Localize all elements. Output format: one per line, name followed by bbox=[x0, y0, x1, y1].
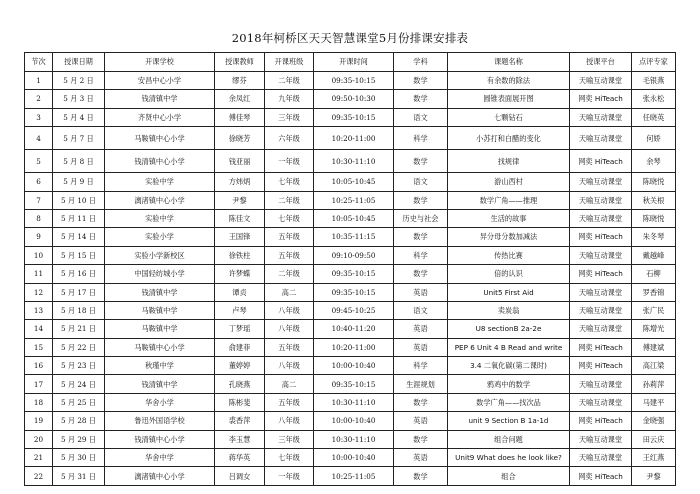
period-cell: 5 bbox=[25, 150, 53, 173]
header-date: 授课日期 bbox=[53, 53, 105, 72]
school-cell: 马鞍镇中心小学 bbox=[105, 338, 215, 356]
teacher-cell: 钱亚丽 bbox=[215, 150, 265, 173]
time-cell: 10:05-10:45 bbox=[314, 173, 394, 191]
period-cell: 12 bbox=[25, 283, 53, 301]
school-cell: 鲁迅外国语学校 bbox=[105, 412, 215, 430]
date-cell: 5 月 25 日 bbox=[53, 393, 105, 411]
time-cell: 10:25-11:05 bbox=[314, 191, 394, 209]
subject-cell: 数学 bbox=[394, 72, 448, 90]
school-cell: 钱清镇中学 bbox=[105, 90, 215, 108]
topic-cell: 3.4 二氧化碳(第二课时) bbox=[448, 357, 570, 375]
date-cell: 5 月 22 日 bbox=[53, 338, 105, 356]
topic-cell: unit 9 Section B 1a-1d bbox=[448, 412, 570, 430]
table-row bbox=[25, 246, 676, 264]
table-row bbox=[25, 283, 676, 301]
platform-cell: 网奕 HiTeach bbox=[570, 265, 632, 283]
class-cell: 二年级 bbox=[265, 72, 314, 90]
school-cell: 漓渚镇中心小学 bbox=[105, 467, 215, 485]
period-cell: 22 bbox=[25, 467, 53, 485]
topic-cell: 数学广角——推理 bbox=[448, 191, 570, 209]
time-cell: 10:35-11:15 bbox=[314, 228, 394, 246]
class-cell: 二年级 bbox=[265, 265, 314, 283]
teacher-cell: 陈彬斐 bbox=[215, 393, 265, 411]
date-cell: 5 月 14 日 bbox=[53, 228, 105, 246]
class-cell: 八年级 bbox=[265, 357, 314, 375]
period-cell: 9 bbox=[25, 228, 53, 246]
teacher-cell: 蒋华英 bbox=[215, 449, 265, 467]
time-cell: 09:50-10:30 bbox=[314, 90, 394, 108]
reviewer-cell: 马建平 bbox=[632, 393, 676, 411]
period-cell: 10 bbox=[25, 246, 53, 264]
reviewer-cell: 陈增光 bbox=[632, 320, 676, 338]
platform-cell: 天喻互动课堂 bbox=[570, 209, 632, 227]
topic-cell: 圆锥表面展开图 bbox=[448, 90, 570, 108]
platform-cell: 天喻互动课堂 bbox=[570, 108, 632, 126]
date-cell: 5 月 21 日 bbox=[53, 320, 105, 338]
school-cell: 钱清镇中心小学 bbox=[105, 150, 215, 173]
date-cell: 5 月 7 日 bbox=[53, 127, 105, 150]
subject-cell: 数学 bbox=[394, 430, 448, 448]
period-cell: 20 bbox=[25, 430, 53, 448]
period-cell: 7 bbox=[25, 191, 53, 209]
school-cell: 秋瑾中学 bbox=[105, 357, 215, 375]
header-reviewer: 点评专家 bbox=[632, 53, 676, 72]
reviewer-cell: 石柳 bbox=[632, 265, 676, 283]
table-row bbox=[25, 108, 676, 126]
class-cell: 六年级 bbox=[265, 127, 314, 150]
reviewer-cell: 尹黎 bbox=[632, 467, 676, 485]
topic-cell: PEP 6 Unit 4 B Read and write bbox=[448, 338, 570, 356]
topic-cell: 倍的认识 bbox=[448, 265, 570, 283]
topic-cell: 组合问题 bbox=[448, 430, 570, 448]
subject-cell: 语文 bbox=[394, 173, 448, 191]
topic-cell: Unit5 First Aid bbox=[448, 283, 570, 301]
table-row bbox=[25, 209, 676, 227]
topic-cell: 数学广角——找次品 bbox=[448, 393, 570, 411]
table-row bbox=[25, 338, 676, 356]
platform-cell: 天喻互动课堂 bbox=[570, 393, 632, 411]
topic-cell: 传热比赛 bbox=[448, 246, 570, 264]
date-cell: 5 月 4 日 bbox=[53, 108, 105, 126]
platform-cell: 网奕 HiTeach bbox=[570, 338, 632, 356]
teacher-cell: 许梦蝶 bbox=[215, 265, 265, 283]
reviewer-cell: 张永松 bbox=[632, 90, 676, 108]
class-cell: 七年级 bbox=[265, 449, 314, 467]
platform-cell: 网奕 HiTeach bbox=[570, 228, 632, 246]
reviewer-cell: 戴越峰 bbox=[632, 246, 676, 264]
school-cell: 华舍中学 bbox=[105, 449, 215, 467]
period-cell: 18 bbox=[25, 393, 53, 411]
period-cell: 16 bbox=[25, 357, 53, 375]
time-cell: 09:35-10:15 bbox=[314, 375, 394, 393]
table-row bbox=[25, 430, 676, 448]
reviewer-cell: 王红燕 bbox=[632, 449, 676, 467]
topic-cell: 鸦鸡中的数学 bbox=[448, 375, 570, 393]
date-cell: 5 月 28 日 bbox=[53, 412, 105, 430]
platform-cell: 网奕 HiTeach bbox=[570, 90, 632, 108]
platform-cell: 天喻互动课堂 bbox=[570, 320, 632, 338]
time-cell: 09:35-10:15 bbox=[314, 283, 394, 301]
class-cell: 五年级 bbox=[265, 338, 314, 356]
table-row bbox=[25, 393, 676, 411]
teacher-cell: 董婷婷 bbox=[215, 357, 265, 375]
header-school: 开课学校 bbox=[105, 53, 215, 72]
period-cell: 21 bbox=[25, 449, 53, 467]
table-row bbox=[25, 173, 676, 191]
header-topic: 课题名称 bbox=[448, 53, 570, 72]
subject-cell: 英语 bbox=[394, 412, 448, 430]
platform-cell: 天喻互动课堂 bbox=[570, 283, 632, 301]
school-cell: 钱清镇中心小学 bbox=[105, 430, 215, 448]
reviewer-cell: 余琴 bbox=[632, 150, 676, 173]
teacher-cell: 方炜炳 bbox=[215, 173, 265, 191]
class-cell: 九年级 bbox=[265, 90, 314, 108]
school-cell: 实验小学新校区 bbox=[105, 246, 215, 264]
school-cell: 齐贤中心小学 bbox=[105, 108, 215, 126]
time-cell: 10:25-11:05 bbox=[314, 467, 394, 485]
time-cell: 10:05-10:45 bbox=[314, 209, 394, 227]
table-row bbox=[25, 449, 676, 467]
time-cell: 10:00-10:40 bbox=[314, 357, 394, 375]
date-cell: 5 月 16 日 bbox=[53, 265, 105, 283]
school-cell: 马鞍镇中学 bbox=[105, 320, 215, 338]
subject-cell: 语文 bbox=[394, 301, 448, 319]
period-cell: 13 bbox=[25, 301, 53, 319]
reviewer-cell: 高江梁 bbox=[632, 357, 676, 375]
teacher-cell: 李玉慧 bbox=[215, 430, 265, 448]
date-cell: 5 月 3 日 bbox=[53, 90, 105, 108]
class-cell: 高二 bbox=[265, 283, 314, 301]
topic-cell: 异分母分数加减法 bbox=[448, 228, 570, 246]
teacher-cell: 卢琴 bbox=[215, 301, 265, 319]
time-cell: 09:35-10:15 bbox=[314, 265, 394, 283]
class-cell: 二年级 bbox=[265, 191, 314, 209]
time-cell: 10:20-11:00 bbox=[314, 338, 394, 356]
table-row bbox=[25, 412, 676, 430]
date-cell: 5 月 11 日 bbox=[53, 209, 105, 227]
reviewer-cell: 毛银燕 bbox=[632, 72, 676, 90]
school-cell: 钱清镇中学 bbox=[105, 283, 215, 301]
platform-cell: 天喻互动课堂 bbox=[570, 191, 632, 209]
topic-cell: 小苏打和白醋的变化 bbox=[448, 127, 570, 150]
school-cell: 马鞍镇中学 bbox=[105, 301, 215, 319]
topic-cell: 组合 bbox=[448, 467, 570, 485]
date-cell: 5 月 30 日 bbox=[53, 449, 105, 467]
table-row bbox=[25, 191, 676, 209]
subject-cell: 英语 bbox=[394, 320, 448, 338]
period-cell: 1 bbox=[25, 72, 53, 90]
platform-cell: 网奕 HiTeach bbox=[570, 467, 632, 485]
school-cell: 实验中学 bbox=[105, 209, 215, 227]
class-cell: 五年级 bbox=[265, 393, 314, 411]
reviewer-cell: 任晓英 bbox=[632, 108, 676, 126]
platform-cell: 天喻互动课堂 bbox=[570, 301, 632, 319]
teacher-cell: 裘香萍 bbox=[215, 412, 265, 430]
school-cell: 实验小学 bbox=[105, 228, 215, 246]
platform-cell: 天喻互动课堂 bbox=[570, 127, 632, 150]
header-row bbox=[25, 53, 676, 72]
teacher-cell: 缪芬 bbox=[215, 72, 265, 90]
teacher-cell: 陈佳文 bbox=[215, 209, 265, 227]
time-cell: 09:35-10:15 bbox=[314, 72, 394, 90]
platform-cell: 天喻互动课堂 bbox=[570, 430, 632, 448]
date-cell: 5 月 23 日 bbox=[53, 357, 105, 375]
date-cell: 5 月 31 日 bbox=[53, 467, 105, 485]
table-row bbox=[25, 127, 676, 150]
table-row bbox=[25, 228, 676, 246]
header-platform: 授课平台 bbox=[570, 53, 632, 72]
schedule-table bbox=[24, 52, 676, 486]
period-cell: 4 bbox=[25, 127, 53, 150]
table-row bbox=[25, 357, 676, 375]
schedule-body bbox=[25, 72, 676, 486]
subject-cell: 科学 bbox=[394, 246, 448, 264]
time-cell: 10:20-11:00 bbox=[314, 127, 394, 150]
reviewer-cell: 朱冬琴 bbox=[632, 228, 676, 246]
reviewer-cell: 陈晓悦 bbox=[632, 173, 676, 191]
period-cell: 11 bbox=[25, 265, 53, 283]
table-row bbox=[25, 90, 676, 108]
time-cell: 09:35-10:15 bbox=[314, 108, 394, 126]
subject-cell: 历史与社会 bbox=[394, 209, 448, 227]
reviewer-cell: 陈晓悦 bbox=[632, 209, 676, 227]
class-cell: 七年级 bbox=[265, 209, 314, 227]
platform-cell: 网奕 HiTeach bbox=[570, 150, 632, 173]
period-cell: 6 bbox=[25, 173, 53, 191]
reviewer-cell: 金晓强 bbox=[632, 412, 676, 430]
teacher-cell: 尹黎 bbox=[215, 191, 265, 209]
school-cell: 马鞍镇中心小学 bbox=[105, 127, 215, 150]
subject-cell: 数学 bbox=[394, 467, 448, 485]
platform-cell: 天喻互动课堂 bbox=[570, 375, 632, 393]
class-cell: 八年级 bbox=[265, 301, 314, 319]
date-cell: 5 月 24 日 bbox=[53, 375, 105, 393]
subject-cell: 科学 bbox=[394, 127, 448, 150]
subject-cell: 生涯规划 bbox=[394, 375, 448, 393]
table-row bbox=[25, 301, 676, 319]
header-time: 开课时间 bbox=[314, 53, 394, 72]
time-cell: 10:30-11:10 bbox=[314, 150, 394, 173]
school-cell: 钱清镇中学 bbox=[105, 375, 215, 393]
header-period: 节次 bbox=[25, 53, 53, 72]
time-cell: 10:00-10:40 bbox=[314, 449, 394, 467]
reviewer-cell: 罗香锦 bbox=[632, 283, 676, 301]
teacher-cell: 徐晓芳 bbox=[215, 127, 265, 150]
teacher-cell: 余凤红 bbox=[215, 90, 265, 108]
teacher-cell: 俞建菲 bbox=[215, 338, 265, 356]
subject-cell: 数学 bbox=[394, 265, 448, 283]
class-cell: 一年级 bbox=[265, 150, 314, 173]
topic-cell: Unit9 What does he look like? bbox=[448, 449, 570, 467]
reviewer-cell: 秋关根 bbox=[632, 191, 676, 209]
subject-cell: 英语 bbox=[394, 338, 448, 356]
table-row bbox=[25, 375, 676, 393]
reviewer-cell: 孙莉萍 bbox=[632, 375, 676, 393]
subject-cell: 语文 bbox=[394, 108, 448, 126]
platform-cell: 天喻互动课堂 bbox=[570, 246, 632, 264]
teacher-cell: 吕调女 bbox=[215, 467, 265, 485]
date-cell: 5 月 2 日 bbox=[53, 72, 105, 90]
table-row bbox=[25, 320, 676, 338]
subject-cell: 科学 bbox=[394, 357, 448, 375]
class-cell: 八年级 bbox=[265, 412, 314, 430]
school-cell: 中国轻纺城小学 bbox=[105, 265, 215, 283]
topic-cell: 七颗钻石 bbox=[448, 108, 570, 126]
time-cell: 10:40-11:20 bbox=[314, 320, 394, 338]
school-cell: 华舍小学 bbox=[105, 393, 215, 411]
subject-cell: 英语 bbox=[394, 449, 448, 467]
period-cell: 19 bbox=[25, 412, 53, 430]
topic-cell: 游山西村 bbox=[448, 173, 570, 191]
class-cell: 七年级 bbox=[265, 173, 314, 191]
date-cell: 5 月 29 日 bbox=[53, 430, 105, 448]
topic-cell: 生活的故事 bbox=[448, 209, 570, 227]
table-row bbox=[25, 467, 676, 485]
reviewer-cell: 何娇 bbox=[632, 127, 676, 150]
time-cell: 10:30-11:10 bbox=[314, 393, 394, 411]
period-cell: 8 bbox=[25, 209, 53, 227]
school-cell: 实验中学 bbox=[105, 173, 215, 191]
teacher-cell: 徐铁柱 bbox=[215, 246, 265, 264]
date-cell: 5 月 18 日 bbox=[53, 301, 105, 319]
time-cell: 10:00-10:40 bbox=[314, 412, 394, 430]
time-cell: 09:45-10:25 bbox=[314, 301, 394, 319]
subject-cell: 数学 bbox=[394, 191, 448, 209]
period-cell: 14 bbox=[25, 320, 53, 338]
table-row bbox=[25, 265, 676, 283]
period-cell: 15 bbox=[25, 338, 53, 356]
topic-cell: 卖炭翁 bbox=[448, 301, 570, 319]
subject-cell: 数学 bbox=[394, 150, 448, 173]
date-cell: 5 月 10 日 bbox=[53, 191, 105, 209]
platform-cell: 天喻互动课堂 bbox=[570, 72, 632, 90]
teacher-cell: 王国锋 bbox=[215, 228, 265, 246]
date-cell: 5 月 15 日 bbox=[53, 246, 105, 264]
subject-cell: 数学 bbox=[394, 90, 448, 108]
page-title: 2018年柯桥区天天智慧课堂5月份排课安排表 bbox=[231, 31, 469, 45]
table-row bbox=[25, 150, 676, 173]
reviewer-cell: 张广民 bbox=[632, 301, 676, 319]
header-subject: 学科 bbox=[394, 53, 448, 72]
platform-cell: 天喻互动课堂 bbox=[570, 449, 632, 467]
school-cell: 漓渚镇中心小学 bbox=[105, 191, 215, 209]
topic-cell: U8 sectionB 2a-2e bbox=[448, 320, 570, 338]
subject-cell: 英语 bbox=[394, 283, 448, 301]
date-cell: 5 月 9 日 bbox=[53, 173, 105, 191]
teacher-cell: 丁梦瑶 bbox=[215, 320, 265, 338]
table-row bbox=[25, 72, 676, 90]
class-cell: 高二 bbox=[265, 375, 314, 393]
date-cell: 5 月 8 日 bbox=[53, 150, 105, 173]
class-cell: 八年级 bbox=[265, 320, 314, 338]
class-cell: 三年级 bbox=[265, 108, 314, 126]
time-cell: 10:30-11:10 bbox=[314, 430, 394, 448]
teacher-cell: 孔晓燕 bbox=[215, 375, 265, 393]
platform-cell: 天喻互动课堂 bbox=[570, 173, 632, 191]
teacher-cell: 傅佳琴 bbox=[215, 108, 265, 126]
platform-cell: 网奕 HiTeach bbox=[570, 357, 632, 375]
reviewer-cell: 傅建斌 bbox=[632, 338, 676, 356]
topic-cell: 找规律 bbox=[448, 150, 570, 173]
header-teacher: 授课教师 bbox=[215, 53, 265, 72]
class-cell: 五年级 bbox=[265, 228, 314, 246]
teacher-cell: 谭贞 bbox=[215, 283, 265, 301]
subject-cell: 数学 bbox=[394, 228, 448, 246]
class-cell: 五年级 bbox=[265, 246, 314, 264]
subject-cell: 数学 bbox=[394, 393, 448, 411]
time-cell: 09:10-09:50 bbox=[314, 246, 394, 264]
reviewer-cell: 田云庆 bbox=[632, 430, 676, 448]
header-class: 开课班级 bbox=[265, 53, 314, 72]
period-cell: 17 bbox=[25, 375, 53, 393]
school-cell: 安昌中心小学 bbox=[105, 72, 215, 90]
platform-cell: 网奕 HiTeach bbox=[570, 412, 632, 430]
period-cell: 2 bbox=[25, 90, 53, 108]
date-cell: 5 月 17 日 bbox=[53, 283, 105, 301]
class-cell: 三年级 bbox=[265, 430, 314, 448]
topic-cell: 有余数的除法 bbox=[448, 72, 570, 90]
class-cell: 一年级 bbox=[265, 467, 314, 485]
period-cell: 3 bbox=[25, 108, 53, 126]
